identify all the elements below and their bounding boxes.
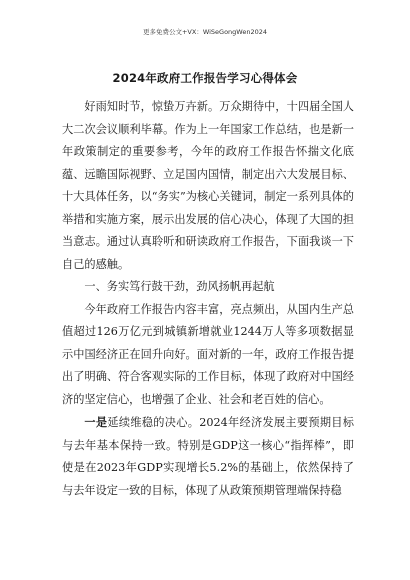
section-heading-1: 一、务实笃行鼓干劲，劲风扬帆再起航 — [84, 280, 275, 293]
document-title: 2024年政府工作报告学习心得体会 — [112, 71, 298, 85]
paragraph-2: 今年政府工作报告内容丰富，亮点频出，从国内生产总值超过126万亿元到城镇新增就业1244万人等多项数据显示中国经济正在回升向好。面对新的一年，政府工作报告提出了明确、符合客观实际的工作目标，体现了政府对中国经济的坚定信心，也增强了企业、社会和老百姓的信心。 — [62, 302, 354, 406]
paragraph-3-text: 延续维稳的决心。2024年经济发展主要预期目标与去年基本保持一致。特别是GDP这一核心“指挥棒”，即使是在2023年GDP实现增长5.2%的基础上，依然保持了与去年设定一致的目标，体现了从政策预期管理端保持稳 — [62, 416, 354, 497]
paragraph-3 — [62, 411, 354, 502]
paragraph-3-lead: 一是 — [84, 415, 108, 429]
paragraph-intro: 好雨知时节，惊蛰万卉新。万众期待中，十四届全国人大二次会议顺利毕幕。作为上一年国家工作总结，也是新一年政策制定的重要参考，今年的政府工作报告怀揣文化底蕴、远瞻国际视野、立足国内国情，制定出六大发展目标、十大具体任务，以“务实”为核心关键词，制定一系列具体的举措和实施方案，展示出发展的信心决心，体现了大国的担当意志。通过认真聆听和研读政府工作报告，下面我谈一下自己的感触。 — [62, 100, 354, 271]
document-body — [62, 96, 354, 502]
header-note: 更多免费公文+VX：WiSeGongWen2024 — [142, 28, 268, 36]
